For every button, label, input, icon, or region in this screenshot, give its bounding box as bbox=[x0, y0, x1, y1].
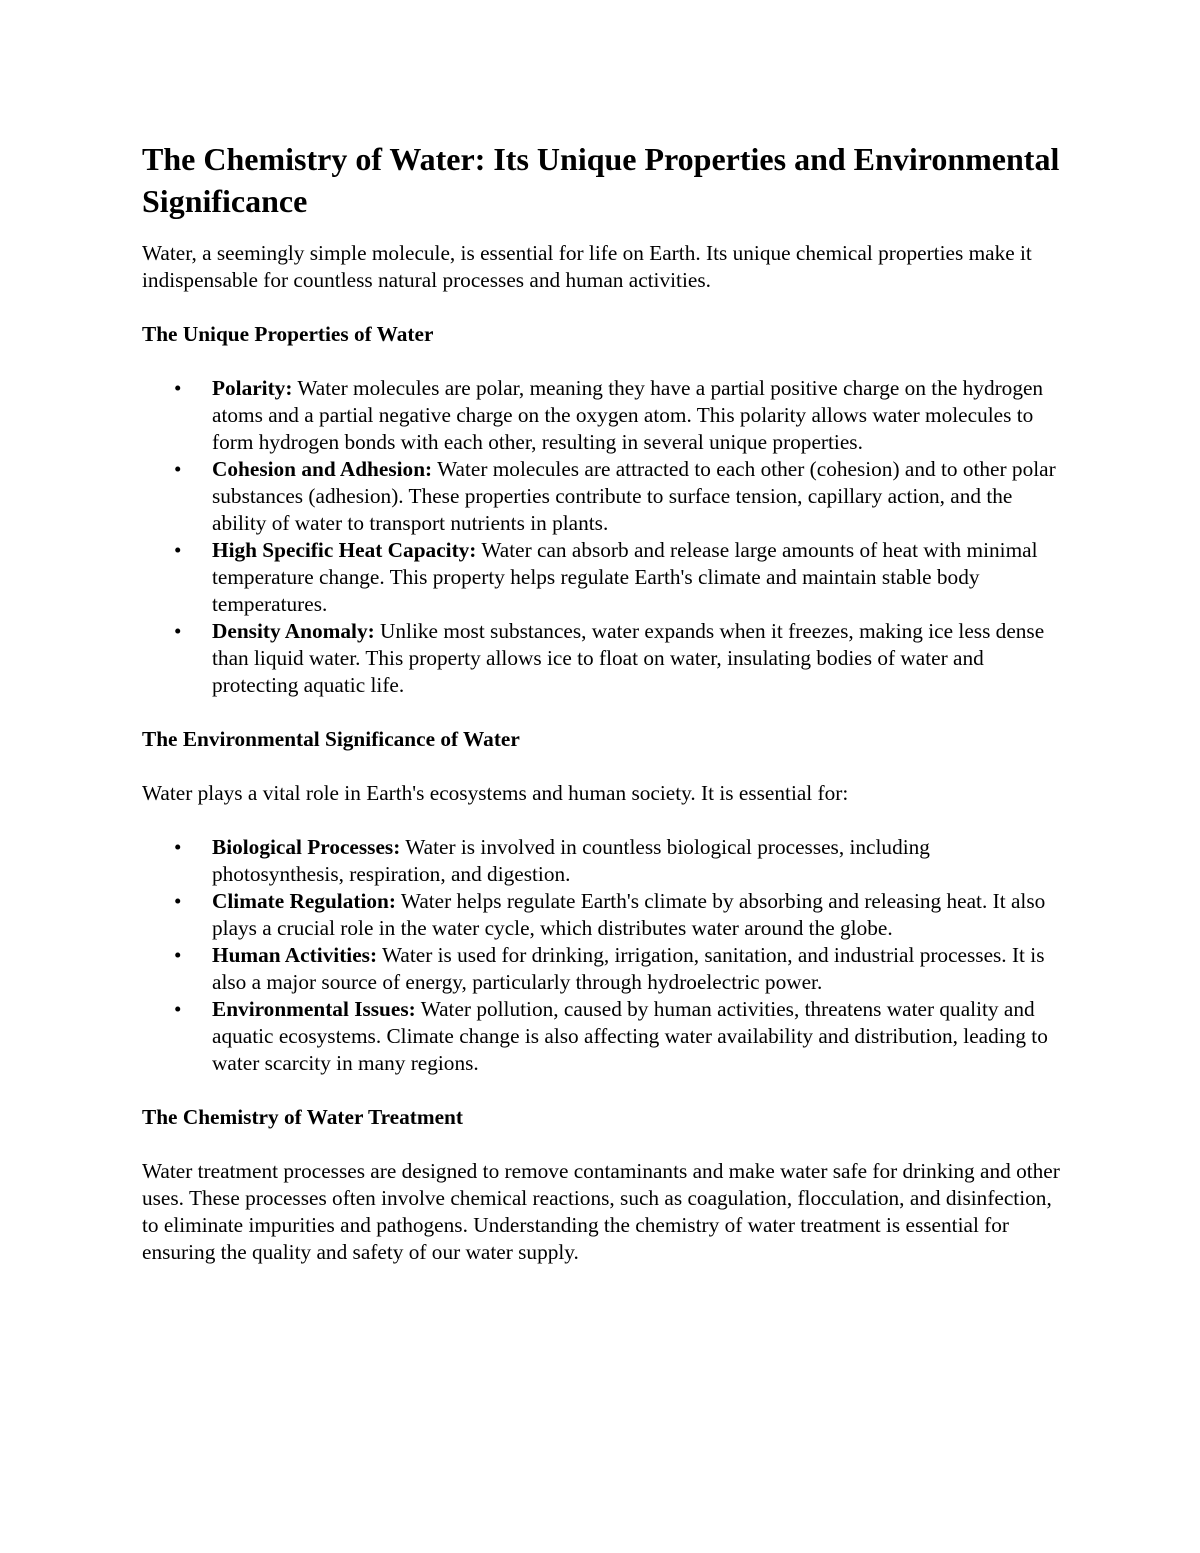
list-item-text: Water pollution, caused by human activities, threatens water quality and aquatic ecosystems. Climate change is also affecting water availability and distribution, leading to water scarcity in many regions. bbox=[212, 997, 1048, 1075]
list-item-term: Polarity: bbox=[212, 376, 293, 400]
list-item bbox=[142, 375, 1062, 456]
bullet-icon: • bbox=[174, 997, 182, 1021]
document-page bbox=[142, 138, 1062, 1293]
properties-list bbox=[142, 375, 1062, 699]
list-item-term: High Specific Heat Capacity: bbox=[212, 538, 477, 562]
list-item bbox=[142, 618, 1062, 699]
list-item-term: Density Anomaly: bbox=[212, 619, 375, 643]
bullet-icon: • bbox=[174, 619, 182, 643]
list-item bbox=[142, 834, 1062, 888]
list-item bbox=[142, 456, 1062, 537]
section-intro-paragraph: Water plays a vital role in Earth's ecosystems and human society. It is essential for: bbox=[142, 781, 849, 805]
list-item-term: Environmental Issues: bbox=[212, 997, 416, 1021]
bullet-icon: • bbox=[174, 889, 182, 913]
section-heading-properties: The Unique Properties of Water bbox=[142, 322, 434, 346]
list-item bbox=[142, 942, 1062, 996]
document-title: The Chemistry of Water: Its Unique Properties and Environmental Significance bbox=[142, 141, 1060, 219]
significance-list bbox=[142, 834, 1062, 1077]
intro-paragraph: Water, a seemingly simple molecule, is essential for life on Earth. Its unique chemical properties make it indispensable for countless natural processes and human activities. bbox=[142, 241, 1032, 292]
bullet-icon: • bbox=[174, 943, 182, 967]
list-item-term: Human Activities: bbox=[212, 943, 378, 967]
section-heading-treatment: The Chemistry of Water Treatment bbox=[142, 1105, 463, 1129]
list-item-text: Unlike most substances, water expands when it freezes, making ice less dense than liquid water. This property allows ice to float on water, insulating bodies of water and protecting aquatic life. bbox=[212, 619, 1045, 697]
list-item-text: Water helps regulate Earth's climate by absorbing and releasing heat. It also plays a crucial role in the water cycle, which distributes water around the globe. bbox=[212, 889, 1046, 940]
list-item-term: Cohesion and Adhesion: bbox=[212, 457, 433, 481]
list-item bbox=[142, 537, 1062, 618]
bullet-icon: • bbox=[174, 835, 182, 859]
list-item-text: Water molecules are attracted to each other (cohesion) and to other polar substances (adhesion). These properties contribute to surface tension, capillary action, and the ability of water to transport nutrients in plants. bbox=[212, 457, 1056, 535]
list-item-text: Water can absorb and release large amounts of heat with minimal temperature change. This property helps regulate Earth's climate and maintain stable body temperatures. bbox=[212, 538, 1038, 616]
bullet-icon: • bbox=[174, 538, 182, 562]
section-heading-environmental: The Environmental Significance of Water bbox=[142, 727, 520, 751]
list-item-text: Water is used for drinking, irrigation, sanitation, and industrial processes. It is also a major source of energy, particularly through hydroelectric power. bbox=[212, 943, 1045, 994]
treatment-paragraph: Water treatment processes are designed to remove contaminants and make water safe for drinking and other uses. These processes often involve chemical reactions, such as coagulation, flocculation, and disinfection, to eliminate impurities and pathogens. Understanding the chemistry of water treatment is essential for ensuring the quality and safety of our water supply. bbox=[142, 1159, 1060, 1264]
bullet-icon: • bbox=[174, 457, 182, 481]
list-item-term: Biological Processes: bbox=[212, 835, 401, 859]
list-item bbox=[142, 888, 1062, 942]
list-item-term: Climate Regulation: bbox=[212, 889, 396, 913]
bullet-icon: • bbox=[174, 376, 182, 400]
list-item-text: Water is involved in countless biological processes, including photosynthesis, respiration, and digestion. bbox=[212, 835, 930, 886]
list-item-text: Water molecules are polar, meaning they have a partial positive charge on the hydrogen atoms and a partial negative charge on the oxygen atom. This polarity allows water molecules to form hydrogen bonds with each other, resulting in several unique properties. bbox=[212, 376, 1044, 454]
list-item bbox=[142, 996, 1062, 1077]
